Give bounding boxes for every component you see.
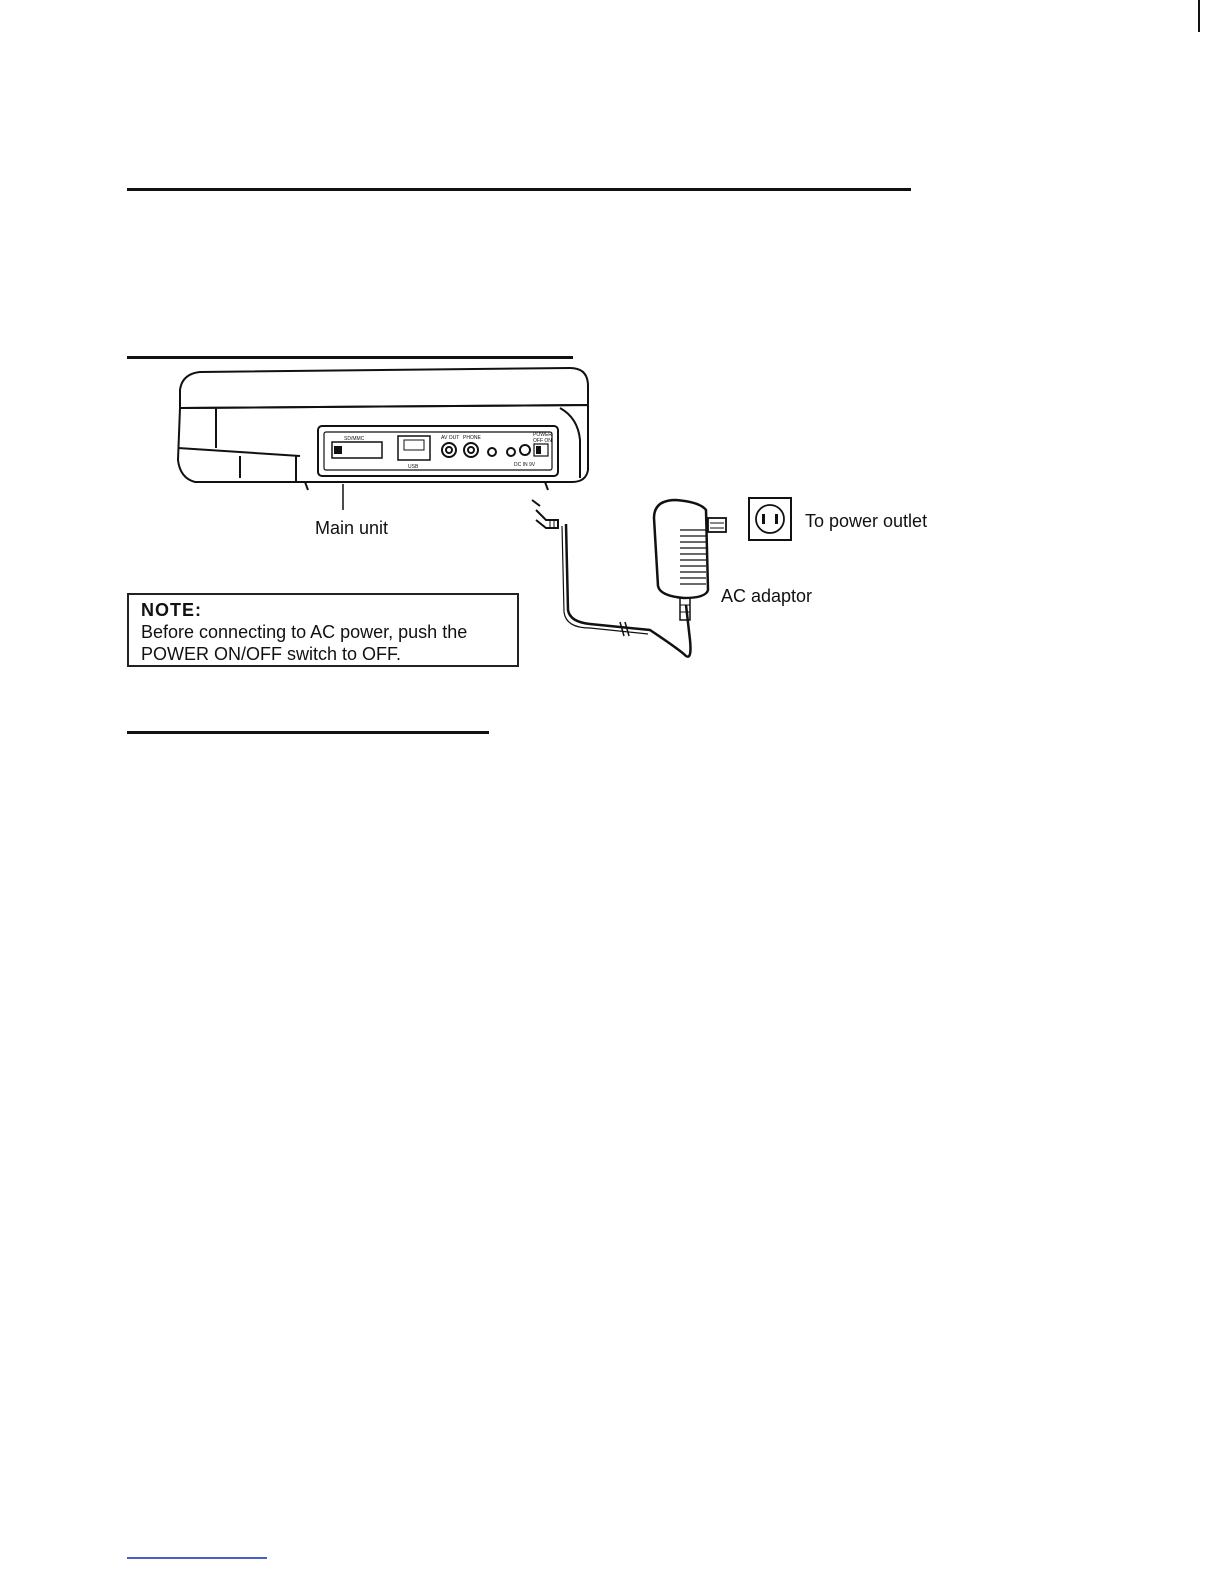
phone-jack bbox=[464, 443, 478, 457]
panel-button-2 bbox=[507, 448, 515, 456]
page-edge-line bbox=[1198, 0, 1200, 32]
section-rule-3 bbox=[127, 731, 489, 734]
section-rule-2 bbox=[127, 356, 573, 359]
power-label: POWER bbox=[533, 432, 552, 438]
usb-label: USB bbox=[408, 464, 419, 470]
connector-panel bbox=[318, 426, 558, 476]
dc-in-jack bbox=[520, 445, 530, 455]
note-title: NOTE: bbox=[141, 600, 202, 620]
ac-adaptor-label: AC adaptor bbox=[721, 586, 813, 606]
av-out-jack bbox=[442, 443, 456, 457]
phone-label: PHONE bbox=[463, 435, 481, 441]
main-unit-lid bbox=[180, 368, 588, 408]
av-out-label: AV OUT bbox=[441, 435, 460, 441]
footer-link-underline[interactable] bbox=[127, 1557, 267, 1559]
dc-plug bbox=[536, 510, 558, 528]
panel-button-1 bbox=[488, 448, 496, 456]
sd-mmc-label: SD/MMC bbox=[344, 436, 365, 442]
note-line-2: POWER ON/OFF switch to OFF. bbox=[141, 644, 402, 664]
outlet-label: To power outlet bbox=[805, 511, 928, 531]
section-rule-1 bbox=[127, 188, 911, 191]
ac-adaptor-prongs bbox=[708, 518, 726, 532]
off-on-label: OFF ON bbox=[533, 438, 552, 444]
note-line-1: Before connecting to AC power, push the bbox=[141, 622, 468, 642]
main-unit-label: Main unit bbox=[315, 518, 389, 538]
note-box bbox=[127, 593, 519, 667]
ac-adaptor-body bbox=[654, 500, 708, 598]
dc-in-label: DC IN 9V bbox=[514, 462, 536, 468]
power-cable bbox=[566, 524, 691, 657]
